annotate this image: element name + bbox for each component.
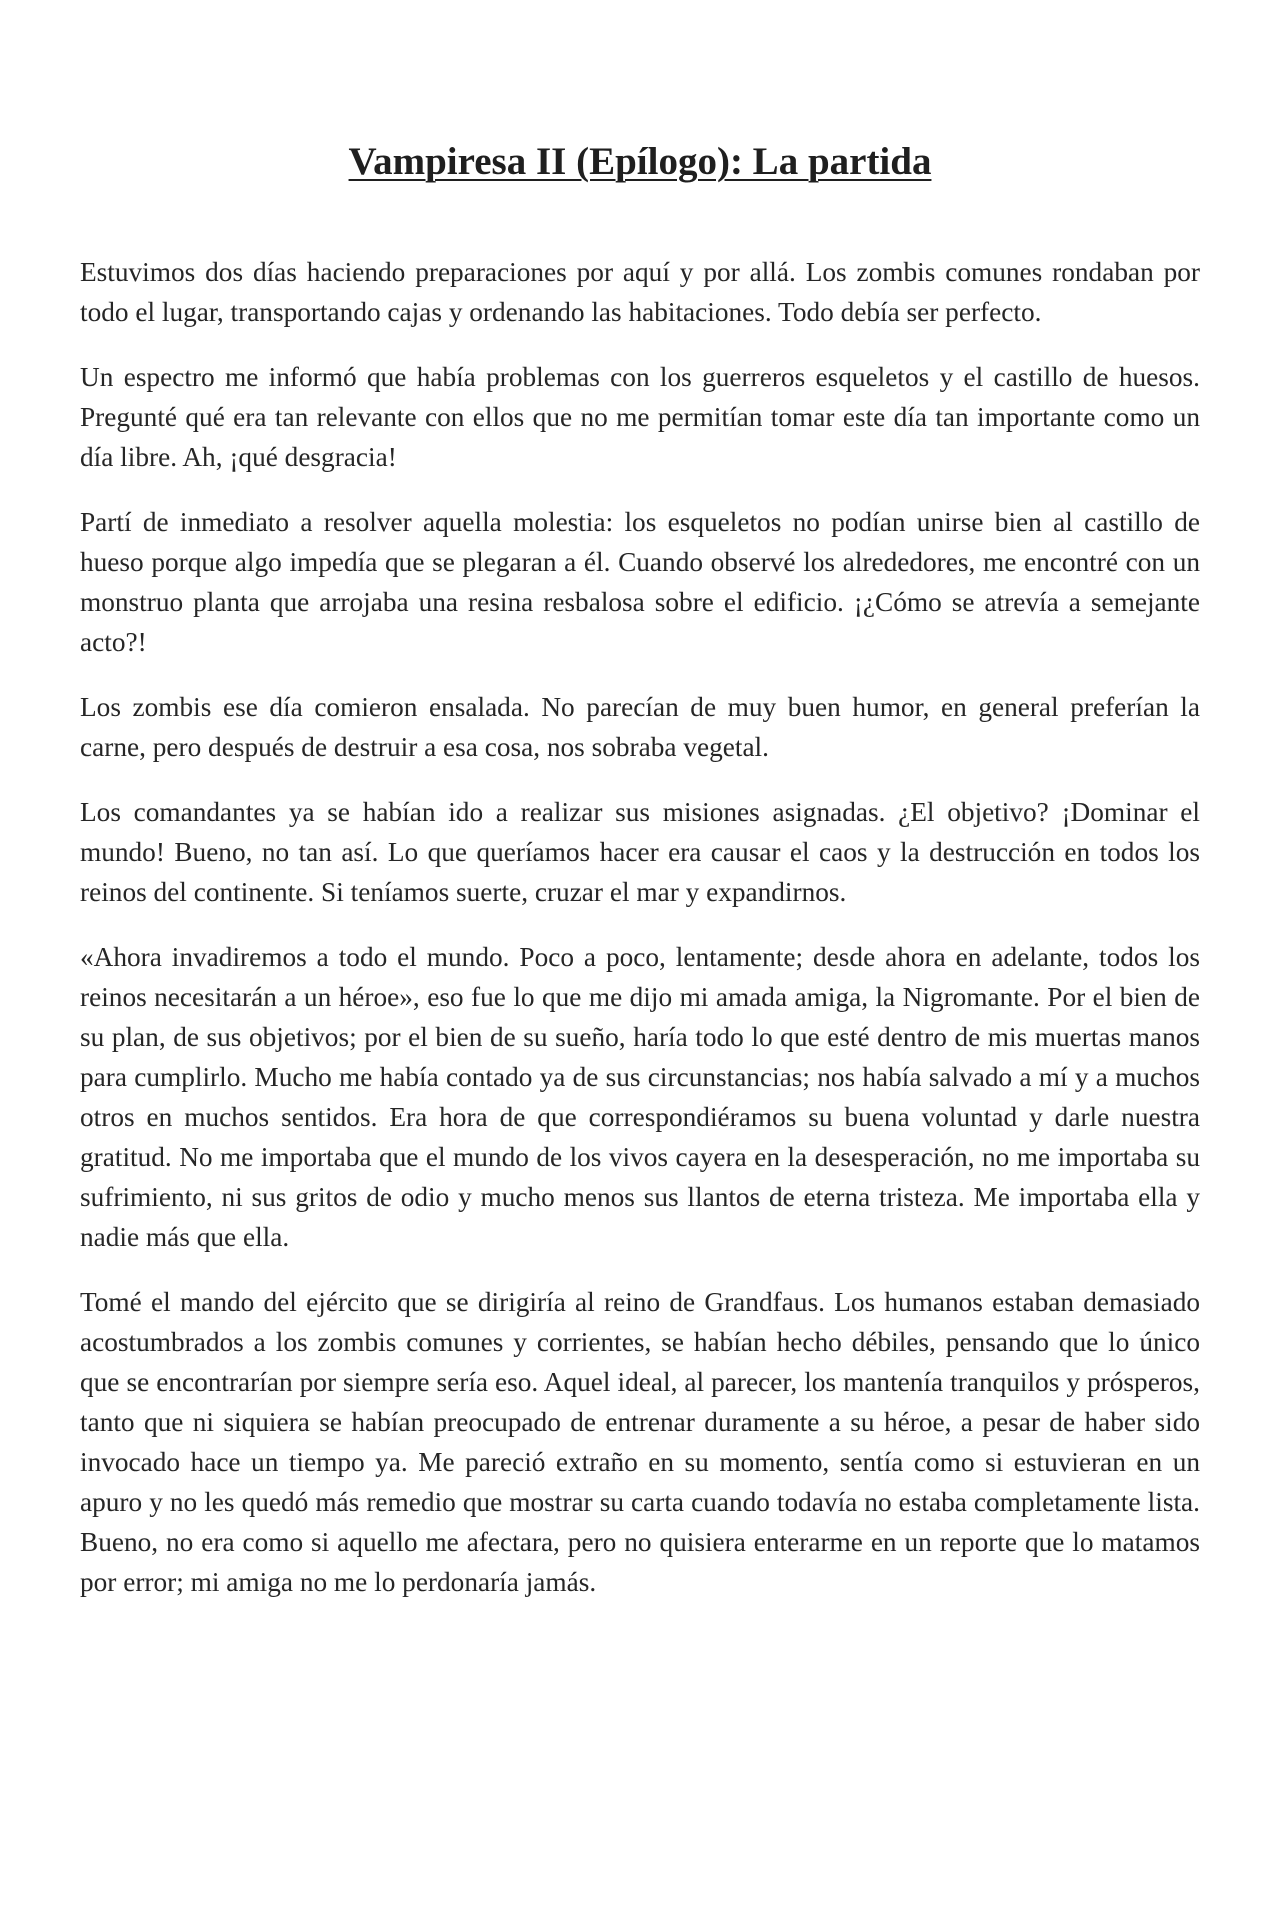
- paragraph-5: Los comandantes ya se habían ido a realizar sus misiones asignadas. ¿El objetivo? ¡Dominar el mundo! Bueno, no tan así. Lo que queríamos hacer era causar el caos y la destrucción en todos los reinos del continente. Si teníamos suerte, cruzar el mar y expandirnos.: [80, 797, 1200, 907]
- document-title: Vampiresa II (Epílogo): La partida: [348, 140, 932, 183]
- paragraph-7: Tomé el mando del ejército que se dirigiría al reino de Grandfaus. Los humanos estaban demasiado acostumbrados a los zombis comunes y corrientes, se habían hecho débiles, pensando que lo único que se encontrarían por siempre sería eso. Aquel ideal, al parecer, los mantenía tranquilos y prósperos, tanto que ni siquiera se habían preocupado de entrenar duramente a su héroe, a pesar de haber sido invocado hace un tiempo ya. Me pareció extraño en su momento, sentía como si estuvieran en un apuro y no les quedó más remedio que mostrar su carta cuando todavía no estaba completamente lista. Bueno, no era como si aquello me afectara, pero no quisiera enterarme en un reporte que lo matamos por error; mi amiga no me lo perdonaría jamás.: [80, 1287, 1200, 1597]
- paragraph-6: «Ahora invadiremos a todo el mundo. Poco a poco, lentamente; desde ahora en adelante, todos los reinos necesitarán a un héroe», eso fue lo que me dijo mi amada amiga, la Nigromante. Por el bien de su plan, de sus objetivos; por el bien de su sueño, haría todo lo que esté dentro de mis muertas manos para cumplirlo. Mucho me había contado ya de sus circunstancias; nos había salvado a mí y a muchos otros en muchos sentidos. Era hora de que correspondiéramos su buena voluntad y darle nuestra gratitud. No me importaba que el mundo de los vivos cayera en la desesperación, no me importaba su sufrimiento, ni sus gritos de odio y mucho menos sus llantos de eterna tristeza. Me importaba ella y nadie más que ella.: [80, 942, 1200, 1252]
- paragraph-3: Partí de inmediato a resolver aquella molestia: los esqueletos no podían unirse bien al castillo de hueso porque algo impedía que se plegaran a él. Cuando observé los alrededores, me encontré con un monstruo planta que arrojaba una resina resbalosa sobre el edificio. ¡¿Cómo se atrevía a semejante acto?!: [80, 507, 1200, 657]
- document-body: [80, 252, 1200, 1627]
- paragraph-1: Estuvimos dos días haciendo preparaciones por aquí y por allá. Los zombis comunes rondaban por todo el lugar, transportando cajas y ordenando las habitaciones. Todo debía ser perfecto.: [80, 257, 1200, 327]
- paragraph-4: Los zombis ese día comieron ensalada. No parecían de muy buen humor, en general preferían la carne, pero después de destruir a esa cosa, nos sobraba vegetal.: [80, 692, 1200, 762]
- paragraph-2: Un espectro me informó que había problemas con los guerreros esqueletos y el castillo de huesos. Pregunté qué era tan relevante con ellos que no me permitían tomar este día tan importante como un día libre. Ah, ¡qué desgracia!: [80, 362, 1200, 472]
